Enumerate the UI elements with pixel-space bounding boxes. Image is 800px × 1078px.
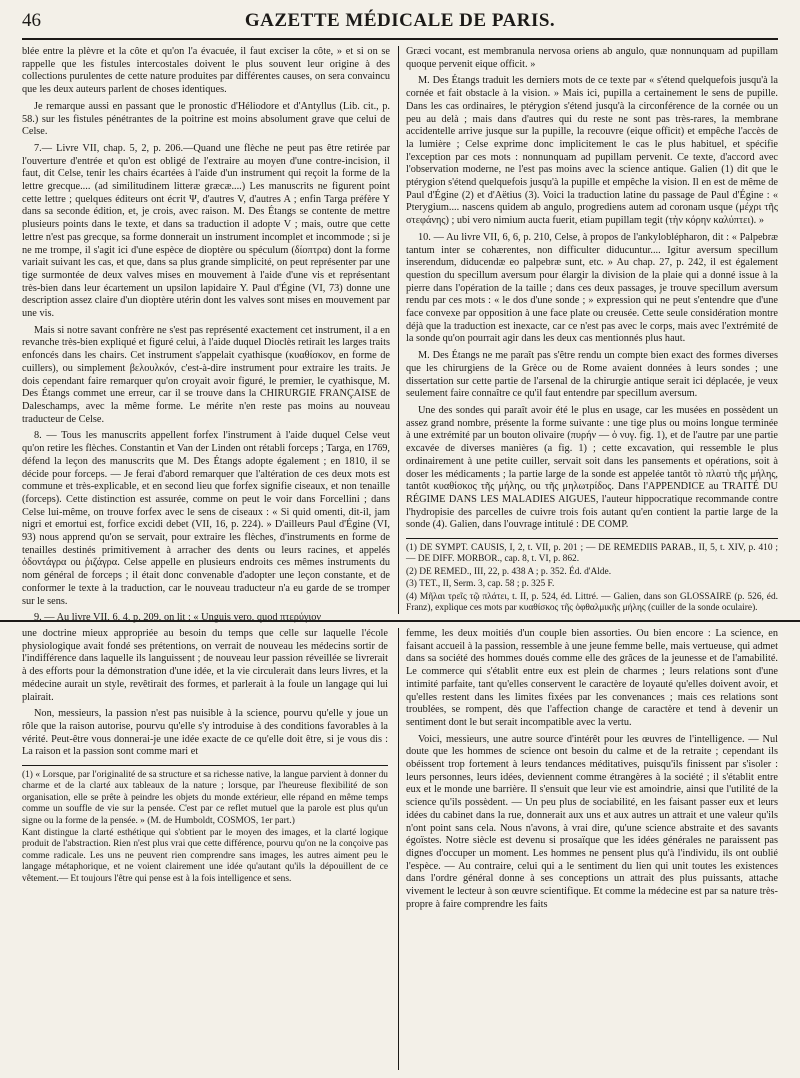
footnote: (2) DE REMED., III, 22, p. 438 A ; p. 352. Éd. d'Alde. [406,566,612,577]
section-rule [0,620,800,622]
paragraph: M. Des Étangs traduit les derniers mots de ce texte par « s'étend quelquefois jusqu'à la cornée et fait obstacle à la vision. » Mais ici, pupilla a certainement le sens de pupille. Dans les cas ordinaires, le ptérygion s'étend jusqu'à la circonférence de la cornée ou un peu au delà ; mais dans d'autres qui du reste ne sont pas très-rares, la membrane accidentelle arrive jusque sur la pupille, la recouvre (eique officit) et empêche l'accès de la lumière ; Celse exprime donc implicitement le cas le plus habituel, et spécifie l'exception par ces mots : nonnunquam ad pupillam pervenit. Ce texte, d'accord avec l'observation moderne, ne l'est pas moins avec la science antique. Galien (1) dit que le ptérygion s'étend quelquefois jusqu'à la pupille et empêche la vision. Il en est de même de Paul d'Égine (2) et d'Aëtius (3). Voici la traduction latine du passage de Paul d'Égine : « Pterygium.... nascens quidem ab angulo, progrediens autem ad coronam usque (μέχρι τῆς στεφάνης) ; ubi vero nimium aucta fuerit, etiam pupillam tegit (τὴν κόρην καλύπτει). » [406,75,778,227]
footnote: (4) Μῆλαι τρεῖς τῷ πλάτει, t. II, p. 524, éd. Littré. — Galien, dans son GLOSSAIRE (p. 526, éd. Franz), explique ces mots par κυαθίσκος τῆς ὀφθαλμικῆς μήλης (cuiller de la sonde oculaire). [406,591,778,614]
paragraph: une doctrine mieux appropriée au besoin du temps que celle sur laquelle l'école physiologique avait fondé ses prétentions, on verrait de nouveau les médecins sortir de l'indifférence dans laquelle ils languissent ; de nouveau leur passion réveillée se livrerait à des efforts pour la démonstration d'une idée, et la vie circulerait dans leurs livres, et la médecine aurait un style, revêtirait des formes, et parlerait à la foule un langage qui lui plairait. [22,628,388,703]
paragraph: 8. — Tous les manuscrits appellent forfex l'instrument à l'aide duquel Celse veut qu'on retire les flèches. Constantin et Van der Linden ont rétabli forceps ; Targa, en 1769, défend la leçon des manuscrits que M. Des Étangs adopte également ; en 1810, il se décide pour forceps. — Je ferai d'abord remarquer que l'altération de ces deux mots est commune et très-explicable, et en second lieu que forfex signifie ciseaux, et non tenaille (forceps). Cette distinction est assurée, comme on peut le voir dans Forcellini ; dans Celse lui-même, on trouve forfex avec le sens de ciseaux : « Si quid omenti, dit-il, jam nigri et emortui est, forfice excidi debet (VII, 16, p. 224). » D'ailleurs Paul d'Égine (VI, 93) nous apprend qu'on se servait, pour extraire les flèches, d'instruments en forme de tenailles destinés primitivement à arracher des dents ou leurs racines, et appelés ὀδοντάγρα ou ῥιζάγρα. Celse appelle en plusieurs endroits ces mêmes instruments du nom général de forceps ; il était donc convenable d'adopter une leçon constante, et de conformer le texte à la traduction, car le nouveau traducteur n'a eu garde de se tromper sur le sens. [22,430,390,607]
paragraph: Une des sondes qui paraît avoir été le plus en usage, car les musées en possèdent un assez grand nombre, présente la forme suivante : une tige plus ou moins longue terminée à une extrémité par un bouton olivaire (πυρήν — ὁ νυγ. fig. 1), et de l'autre par une partie excavée de diverses manières (a fig. 1) ; cette excavation, qui ressemble le plus ordinairement à une petite cuiller, servait soit dans les pansements et opérations, soit à doser les médicaments ; la partie large de la sonde est appelée tantôt τὸ πλατὺ τῆς μήλης, tantôt κυαθίσκος τῆς μήλης, ou τῆς μηλωτρίδος. Dans l'APPENDICE au TRAITÉ DU RÉGIME DANS LES MALADIES AIGUES, l'auteur hippocratique recommande contre l'hydropisie des parcelles de cuivre trois fois autant qu'en contient la partie large de la sonde (4). Galien, dans l'ouvrage intitulé : DE COMP. [406,404,778,531]
journal-title: GAZETTE MÉDICALE DE PARIS. [244,10,556,31]
column-rule [398,46,399,614]
page-header [22,8,778,34]
paragraph: M. Des Étangs ne me paraît pas s'être rendu un compte bien exact des formes diverses que les chirurgiens de la Grèce ou de Rome avaient données à leurs sondes ; une dissertation sur cette partie de l'arsenal de la chirurgie antique serait ici déplacée, je veux seulement faire connaître ce qu'il faut entendre par specillum aversum. [406,350,778,400]
left-column [22,46,390,624]
header-rule [22,38,778,40]
right-column [406,46,778,614]
page-number: 46 [22,10,41,31]
paragraph: femme, les deux moitiés d'un couple bien assorties. Ou bien encore : La science, en faisant accueil à la passion, ressemble à une jeune femme belle, mais vertueuse, qui admet dans sa société des hommes doués comme elle des grâces de la jeunesse et de l'amabilité. Le commerce qui s'établit entre eux est plein de charmes ; leurs relations sont d'une intimité parfaite, tant qu'elles conservent le caractère de loyauté qu'elles doivent avoir, et qu'elles restent dans les limites fixées par les convenances ; mais ces relations sont troublées, se rompent, dès que l'affection change de caractère et tend à devenir un sentiment dont le but serait incompatible avec la vertu. [406,628,778,728]
footnote-rule [22,765,388,766]
paragraph: Græci vocant, est membranula nervosa oriens ab angulo, quæ nonnunquam ad pupillam quoque pervenit eique officit. » [406,46,778,70]
footnote: (1) DE SYMPT. CAUSIS, I, 2, t. VII, p. 201 ; — DE REMEDIIS PARAB., II, 5, t. XIV, p. 410 ; — DE DIFF. MORBOR., cap. 8, t. VI, p. 862. [406,543,778,565]
column-rule [398,628,399,1070]
bottom-left-column [22,628,388,1070]
footnote: Kant distingue la clarté esthétique qui s'obtient par le moyen des images, et la clarté logique produit de l'abstraction. Rien n'est plus vrai que cette différence, pourvu qu'on ne la conçoive pas comme radicale. Les uns ne peuvent rien comprendre sans images, les autres aiment peu le langage métaphorique, et ne voient clairement une idée qu'autant qu'ils la dépouillent de ce vêtement.— Et toujours l'être qui pense est à la fois intelligence et sens. [22,828,388,884]
footnote: (3) TET., II, Serm. 3, cap. 58 ; p. 325 F. [406,579,555,590]
paragraph: Mais si notre savant confrère ne s'est pas représenté exactement cet instrument, il a en revanche très-bien expliqué et figuré celui, à l'aide duquel Dioclès retirait les larges traits enfoncés dans les chairs. Cet instrument s'appelait cyathisque (κυαθίσκον, en forme de cuillers), ou simplement βελουλκόν, c'est-à-dire instrument pour extraire les traits. Je dois cependant faire remarquer qu'on croyait avoir figuré, le premier, le cyathisque, M. Des Étangs commet une erreur, car il se trouve dans la CHIRURGIE FRANÇAISE de Daleschamps, avec la même forme. Le mérite n'en reste pas moins au nouveau traducteur de Celse. [22,324,390,425]
bottom-right-column [406,628,778,1070]
paragraph: 10. — Au livre VII, 6, 6, p. 210, Celse, à propos de l'ankyloblépharon, dit : « Palpebræ tantum inter se cohærentes, non difficulter diducuntur.... Igitur aversum specillum inserendum, diducendæ eo palpebræ sunt, etc. » Au chap. 27, p. 242, il est également question du specillum aversum pour élargir la division de la plaie qui a donné issue à la pierre dans l'opération de la taille ; dans ces deux passages, je trouve specillum aversum rendu par ces mots : « le dos d'une sonde ; » expression qui ne peut s'entendre que d'une face convexe par opposition à une face plate ou creusée. Cette seule considération montre déjà que la traduction est inexacte, car ce n'est pas avec le corps, mais avec l'extrémité de la sonde qu'on pourrait agir dans les deux cas mentionnés plus haut. [406,231,778,345]
paragraph: Je remarque aussi en passant que le pronostic d'Héliodore et d'Antyllus (Lib. cit., p. 58.) sur les fistules pénétrantes de la poitrine est moins absolument grave que celui de Celse. [22,100,390,138]
paragraph: 7.— Livre VII, chap. 5, 2, p. 206.—Quand une flèche ne peut pas être retirée par l'ouverture d'entrée et qu'on est obligé de l'extraire au moyen d'une contre-incision, il faut, dit Celse, tenir les chairs écartées à l'aide d'un instrument qui reçoit la forme de la lettre grecque.... (ad similitudinem litteræ græcæ....) Les manuscrits ne figurent point cette lettre ; quelques éditeurs ont écrit Ψ, d'autres V, d'autres A ; enfin Targa préfère Y dans sa seconde édition, et, je crois, avec raison. M. Des Étangs se contente de mettre plusieurs points dans le texte, et dans sa traduction il adopte V ; mais, outre que cette lettre n'est pas grecque, sa forme donnerait un instrument incomplet et incommode ; si je ne me trompe, il s'agit ici d'une espèce de dioptère ou spéculum (δίοπτρα) dont la forme variait suivant les cas, et que, dans sa plus grande simplicité, on peut représenter par une tige surmontée de deux valves mises en mouvement à l'aide d'une vis et représentant très-bien dans leur écartement un upsilon lapidaire Y. Paul d'Égine (VI, 73) donne une description assez claire d'un dioptère utérin dont les valves sont mises en mouvement par une vis. [22,142,390,320]
footnotes [406,538,778,614]
paragraph: Non, messieurs, la passion n'est pas nuisible à la science, pourvu qu'elle y joue un rôle que la raison autorise, pourvu qu'elle s'y introduise à des conditions favorables à la vérité. Peut-être vous donnerai-je une idée exacte de ce qu'elle doit être, si je vous dis : La raison et la passion sont comme mari et [22,708,388,758]
paragraph: blée entre la plèvre et la côte et qu'on l'a évacuée, il faut exciser la côte, » et si on se rappelle que les fistules intercostales doivent le plus souvent leur origine à des collections purulentes de cette nature produites par différentes causes, on sera convaincu que les deux auteurs parlent de choses identiques. [22,46,390,96]
paragraph: 9. — Au livre VII, 6, 4, p. 209, on lit : « Unguis vero, quod πτερύγιον [34,612,322,624]
footnote: (1) « Lorsque, par l'originalité de sa structure et sa richesse native, la langue parvient à donner du charme et de la clarté aux tableaux de la nature ; lorsque, par l'heureuse flexibilité de son organisation, elle se prête à peindre les objets du monde extérieur, elle répand en même temps comme un souffle de vie sur la pensée. C'est par ce reflet mutuel que la parole est plus qu'un signe ou la forme de la pensée. » (M. de Humboldt, COSMOS, 1er part.) [22,770,388,826]
paragraph: Voici, messieurs, une autre source d'intérêt pour les œuvres de l'intelligence. — Nul doute que les hommes de science ont besoin du calme et de la retraite ; cependant ils obéissent trop fortement à leurs tendances méditatives, puisqu'ils finissent par s'isoler : leurs personnes, leurs idées, deviennent comme étrangères à la société ; il s'établit entre eux et le monde une barrière. Il s'ensuit que leur vie est amoindrie, ainsi que l'utilité de la science qu'ils possèdent. — Un peu plus de sociabilité, en les faisant passer eux et leurs idées du cabinet dans la rue, donnerait aux uns et aux autres un attrait et une valeur qu'ils n'ont point sans cela. Nous n'avons, à vrai dire, qu'une science abstraite et des savants égoïstes. Notre siècle est devenu si prosaïque que les idées générales ne paraissent pas dignes d'occuper un moment. Les hommes ne pensent plus qu'à l'individu, ils ont oublié l'espèce. — Au contraire, celui qui a le sentiment du lien qui unit toutes les existences dans l'ordre général donne à ses conceptions un attrait des plus puissants, attache vivement le lecteur à son œuvre scientifique. Et comme la médecine est par sa nature très-propre à faire comprendre les faits [406,733,778,910]
